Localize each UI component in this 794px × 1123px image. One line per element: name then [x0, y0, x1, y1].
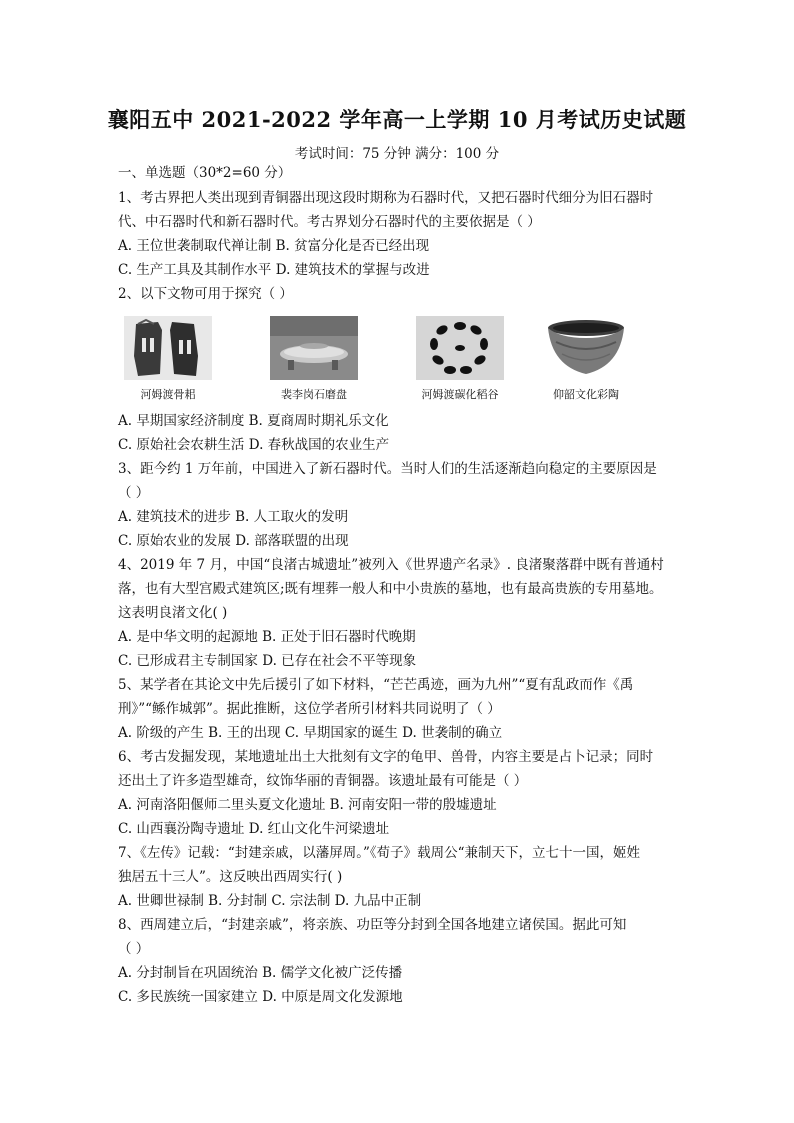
- question-4-option-cd: C. 已形成君主专制国家 D. 已存在社会不平等现象: [118, 653, 417, 669]
- figure-bone-spade: [118, 316, 218, 406]
- question-4-line-2: 落，也有大型宫殿式建筑区;既有埋葬一般人和中小贵族的墓地，也有最高贵族的专用墓地。: [118, 581, 663, 597]
- question-2-option-ab: A. 早期国家经济制度 B. 夏商周时期礼乐文化: [118, 413, 389, 429]
- question-8-option-ab: A. 分封制旨在巩固统治 B. 儒学文化被广泛传播: [118, 965, 403, 981]
- painted-pottery-icon: [542, 316, 630, 380]
- question-1-option-cd: C. 生产工具及其制作水平 D. 建筑技术的掌握与改进: [118, 262, 430, 278]
- question-3-line-1: 3、距今约 1 万年前，中国进入了新石器时代。当时人们的生活逐渐趋向稳定的主要原因是: [118, 461, 657, 477]
- question-3-line-2: （ ）: [118, 485, 150, 501]
- question-5-line-2: 刑》”“鲧作城郭”。据此推断，这位学者所引材料共同说明了（ ）: [118, 701, 501, 717]
- question-2-option-cd: C. 原始社会农耕生活 D. 春秋战国的农业生产: [118, 437, 390, 453]
- question-7-options: A. 世卿世禄制 B. 分封制 C. 宗法制 D. 九品中正制: [118, 893, 422, 909]
- question-1-option-ab: A. 王位世袭制取代禅让制 B. 贫富分化是否已经出现: [118, 238, 430, 254]
- figure-pottery: [536, 316, 636, 406]
- question-1-line-2: 代、中石器时代和新石器时代。考古界划分石器时代的主要依据是（ ）: [118, 214, 541, 230]
- question-1-line-1: 1、考古界把人类出现到青铜器出现这段时期称为石器时代，又把石器时代细分为旧石器时: [118, 190, 654, 206]
- question-2-line-1: 2、以下文物可用于探究（ ）: [118, 286, 293, 302]
- figure-rice: [410, 316, 510, 406]
- question-3-option-ab: A. 建筑技术的进步 B. 人工取火的发明: [118, 509, 349, 525]
- artifact-figures: [118, 316, 684, 406]
- question-7-line-2: 独居五十三人”。这反映出西周实行( ): [118, 869, 343, 885]
- question-5-options: A. 阶级的产生 B. 王的出现 C. 早期国家的诞生 D. 世袭制的确立: [118, 725, 503, 741]
- figure-caption-3: 河姆渡碳化稻谷: [421, 388, 499, 401]
- question-6-option-ab: A. 河南洛阳偃师二里头夏文化遗址 B. 河南安阳一带的殷墟遗址: [118, 797, 497, 813]
- question-6-option-cd: C. 山西襄汾陶寺遗址 D. 红山文化牛河梁遗址: [118, 821, 390, 837]
- question-7-line-1: 7、《左传》记载：“封建亲戚，以藩屏周。”《荀子》载周公“兼制天下，立七十一国，姬姓: [118, 845, 641, 861]
- question-6-line-1: 6、考古发掘发现，某地遗址出土大批刻有文字的龟甲、兽骨，内容主要是占卜记录；同时: [118, 749, 654, 765]
- carbonized-rice-icon: [416, 316, 504, 380]
- question-5-line-1: 5、某学者在其论文中先后援引了如下材料，“芒芒禹迹，画为九州”“夏有乱政而作《禹: [118, 677, 634, 693]
- question-6-line-2: 还出土了许多造型雄奇，纹饰华丽的青铜器。该遗址最有可能是（ ）: [118, 773, 528, 789]
- question-4-line-1: 4、2019 年 7 月，中国“良渚古城遗址”被列入《世界遗产名录》. 良渚聚落群中既有普通村: [118, 557, 664, 573]
- figure-millstone: [264, 316, 364, 406]
- question-4-line-3: 这表明良渚文化( ): [118, 605, 228, 621]
- question-4-option-ab: A. 是中华文明的起源地 B. 正处于旧石器时代晚期: [118, 629, 416, 645]
- exam-title: 襄阳五中 2021-2022 学年高一上学期 10 月考试历史试题: [107, 107, 687, 132]
- question-3-option-cd: C. 原始农业的发展 D. 部落联盟的出现: [118, 533, 349, 549]
- exam-info: 考试时间：75 分钟 满分：100 分: [294, 146, 500, 162]
- section-heading: 一、单选题（30*2=60 分）: [118, 165, 292, 181]
- stone-millstone-icon: [270, 316, 358, 380]
- question-8-option-cd: C. 多民族统一国家建立 D. 中原是周文化发源地: [118, 989, 403, 1005]
- question-8-line-2: （ ）: [118, 941, 150, 957]
- figure-caption-4: 仰韶文化彩陶: [553, 388, 619, 401]
- figure-caption-1: 河姆渡骨耜: [140, 388, 196, 401]
- bone-spade-icon: [124, 316, 212, 380]
- question-8-line-1: 8、西周建立后，“封建亲戚”，将亲族、功臣等分封到全国各地建立诸侯国。据此可知: [118, 917, 627, 933]
- figure-caption-2: 裴李岗石磨盘: [281, 388, 347, 401]
